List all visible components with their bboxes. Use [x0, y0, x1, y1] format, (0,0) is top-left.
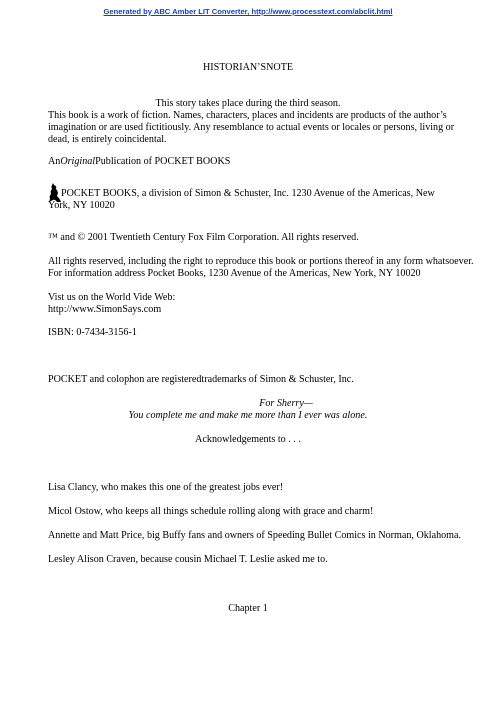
website-url: http://www.SimonSays.com — [48, 304, 162, 315]
fiction-disclaimer-line: imagination or are used fictitiously. Any resemblance to actual events or locales or persons, living or — [48, 122, 455, 133]
acknowledgement-item: Annette and Matt Price, big Buffy fans and owners of Speeding Bullet Comics in Norman, Oklahoma. — [48, 530, 462, 541]
acknowledgement-item: Lesley Alison Craven, because cousin Michael T. Leslie asked me to. — [48, 554, 328, 565]
website-label: Vist us on the World Vide Web: — [48, 292, 176, 303]
publisher-address-line: POCKET BOOKS, a division of Simon & Schuster, Inc. 1230 Avenue of the Americas, New — [61, 188, 435, 199]
publisher-address-line: York, NY 10020 — [48, 200, 115, 211]
original-suffix: Publication of POCKET BOOKS — [95, 156, 231, 167]
converter-notice-link[interactable]: Generated by ABC Amber LIT Converter, http://www.processtext.com/abclit.html — [103, 7, 393, 16]
dedication-line: For Sherry— — [259, 398, 313, 409]
fiction-disclaimer-line: This book is a work of fiction. Names, characters, places and incidents are products of the author’s — [48, 110, 447, 121]
season-note: This story takes place during the third season. — [155, 98, 341, 109]
acknowledgement-item: Micol Ostow, who keeps all things schedule rolling along with grace and charm! — [48, 506, 374, 517]
trademark-line: ™ and © 2001 Twentieth Century Fox Film Corporation. All rights reserved. — [48, 232, 359, 243]
acknowledgements-heading: Acknowledgements to . . . — [195, 434, 301, 445]
dedication-line: You complete me and make me more than I ever was alone. — [128, 410, 368, 421]
fiction-disclaimer-line: dead, is entirely coincidental. — [48, 134, 167, 145]
original-publication-line — [48, 156, 448, 169]
chapter-title: Chapter 1 — [228, 603, 268, 614]
original-prefix: An — [48, 156, 61, 167]
isbn-line: ISBN: 0-7434-3156-1 — [48, 327, 137, 338]
historians-note-heading: HISTORIAN’SNOTE — [202, 62, 294, 73]
original-italic: Original — [60, 156, 96, 167]
rights-line: For information address Pocket Books, 1230 Avenue of the Americas, New York, NY 10020 — [48, 268, 421, 279]
acknowledgement-item: Lisa Clancy, who makes this one of the greatest jobs ever! — [48, 482, 284, 493]
colophon-line: POCKET and colophon are registeredtrademarks of Simon & Schuster, Inc. — [48, 374, 354, 385]
rights-line: All rights reserved, including the right to reproduce this book or portions thereof in any form whatsoever. — [48, 256, 474, 267]
